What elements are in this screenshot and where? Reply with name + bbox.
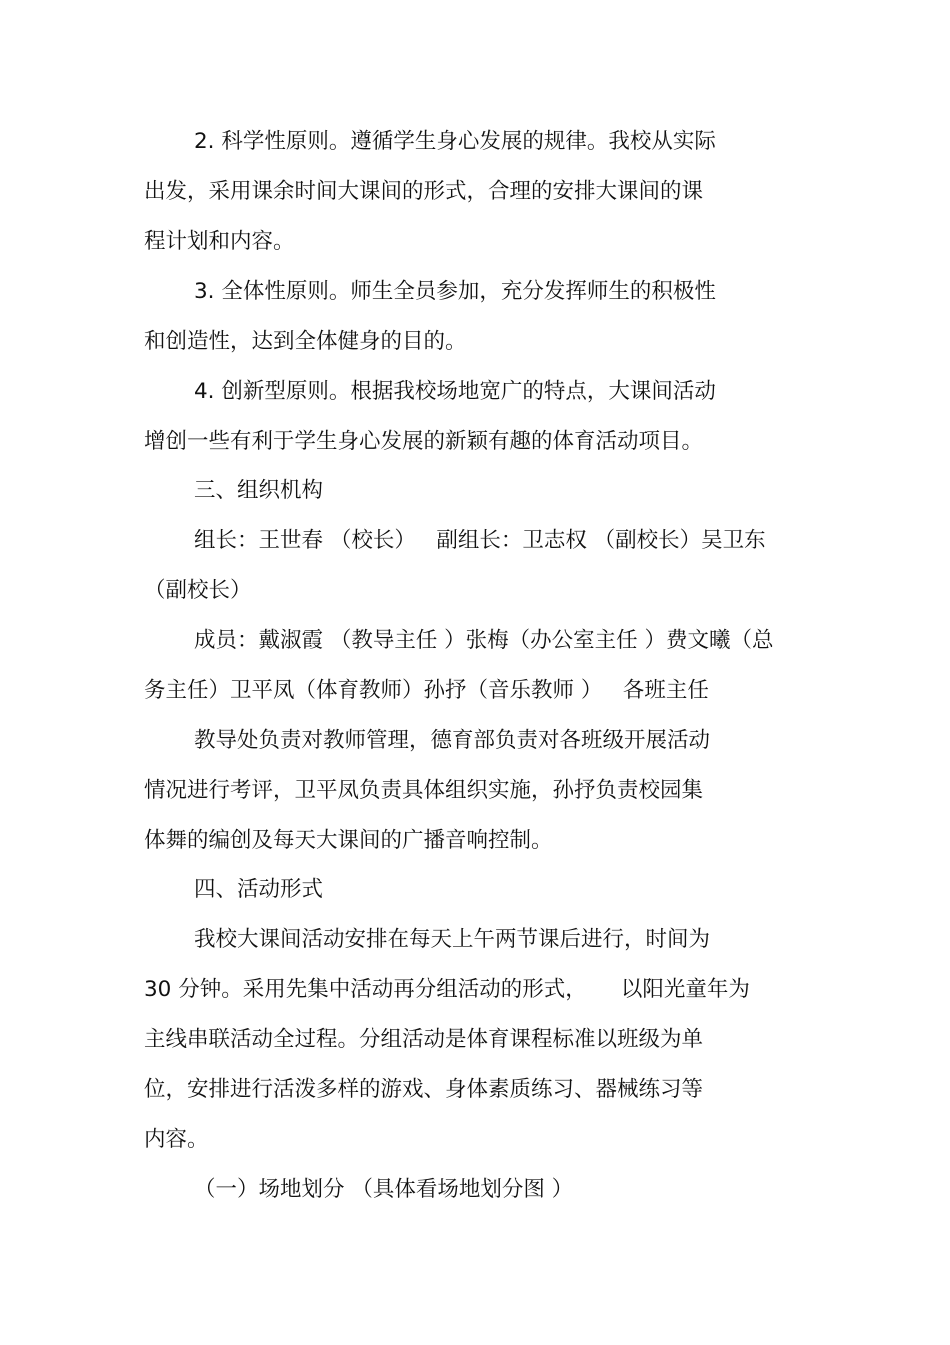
subsection-heading: （一）场地划分 （具体看场地划分图 ）: [194, 1177, 574, 1202]
paragraph-line: 体舞的编创及每天大课间的广播音响控制。: [144, 828, 553, 853]
section-heading: 四、活动形式: [194, 877, 324, 902]
paragraph-line: 组长：王世春 （校长） 副组长：卫志权 （副校长）吴卫东: [194, 528, 766, 553]
paragraph-line: 增创一些有利于学生身心发展的新颖有趣的体育活动项目。: [144, 429, 704, 454]
paragraph-line: 出发，采用课余时间大课间的形式，合理的安排大课间的课: [144, 179, 704, 204]
paragraph-line: 主线串联活动全过程。分组活动是体育课程标准以班级为单: [144, 1027, 704, 1052]
paragraph-line: 教导处负责对教师管理，德育部负责对各班级开展活动: [194, 728, 711, 753]
paragraph-line: 位，安排进行活泼多样的游戏、身体素质练习、器械练习等: [144, 1077, 704, 1102]
paragraph-line: 成员：戴淑霞 （教导主任 ）张梅（办公室主任 ）费文曦（总: [194, 628, 774, 653]
section-heading: 三、组织机构: [194, 478, 324, 503]
paragraph-line: 情况进行考评，卫平凤负责具体组织实施，孙抒负责校园集: [144, 778, 704, 803]
paragraph-line: 4. 创新型原则。根据我校场地宽广的特点，大课间活动: [194, 379, 716, 404]
paragraph-line: 和创造性，达到全体健身的目的。: [144, 329, 467, 354]
paragraph-line: 我校大课间活动安排在每天上午两节课后进行，时间为: [194, 927, 711, 952]
paragraph-line: 30 分钟。采用先集中活动再分组活动的形式， 以阳光童年为: [144, 977, 750, 1002]
paragraph-line: 务主任）卫平凤（体育教师）孙抒（音乐教师 ） 各班主任: [144, 678, 709, 703]
paragraph-line: （副校长）: [144, 578, 252, 603]
paragraph-line: 内容。: [144, 1127, 209, 1152]
paragraph-line: 程计划和内容。: [144, 229, 295, 254]
paragraph-line: 2. 科学性原则。遵循学生身心发展的规律。我校从实际: [194, 129, 716, 154]
paragraph-line: 3. 全体性原则。师生全员参加，充分发挥师生的积极性: [194, 279, 716, 304]
